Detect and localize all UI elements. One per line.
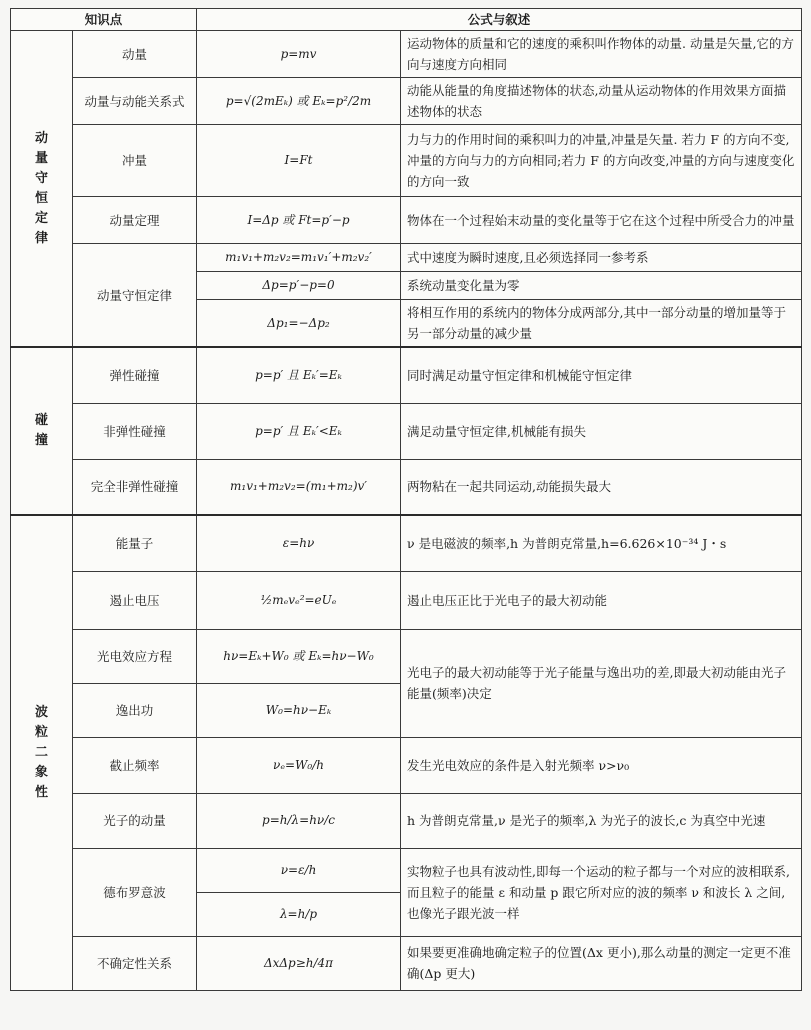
row-name: 德布罗意波 [73,848,197,936]
row-formula: Δp=p′−p=0 [197,272,401,300]
row-name: 动量守恒定律 [73,244,197,348]
row-desc: 满足动量守恒定律,机械能有损失 [401,403,802,459]
row-name: 不确定性关系 [73,936,197,990]
row-formula: ΔxΔp≥h/4π [197,936,401,990]
row-desc: 物体在一个过程始末动量的变化量等于它在这个过程中所受合力的冲量 [401,197,802,244]
table-row [11,737,802,793]
row-name: 能量子 [73,515,197,571]
row-formula: p=p′ 且 Eₖ′=Eₖ [197,347,401,403]
table-row [11,125,802,197]
row-desc: 实物粒子也具有波动性,即每一个运动的粒子都与一个对应的波相联系,而且粒子的能量 ε 和动量 p 跟它所对应的波的频率 ν 和波长 λ 之间,也像光子跟光波一样 [401,848,802,936]
row-name: 非弹性碰撞 [73,403,197,459]
table-row [11,459,802,515]
table-row [11,848,802,892]
physics-formula-table [10,8,802,991]
row-desc: 动能从能量的角度描述物体的状态,动量从运动物体的作用效果方面描述物体的状态 [401,78,802,125]
row-formula: λ=h/p [197,892,401,936]
table-row [11,571,802,629]
row-formula: p=√(2mEₖ) 或 Eₖ=p²/2m [197,78,401,125]
table-row [11,515,802,571]
knowledge-table-container [10,8,801,991]
row-name: 截止频率 [73,737,197,793]
row-desc: 光电子的最大初动能等于光子能量与逸出功的差,即最大初动能由光子能量(频率)决定 [401,629,802,737]
table-row [11,197,802,244]
row-name: 动量与动能关系式 [73,78,197,125]
row-formula: Δp₁=−Δp₂ [197,300,401,348]
row-desc: 系统动量变化量为零 [401,272,802,300]
row-name: 弹性碰撞 [73,347,197,403]
row-formula: ν=ε/h [197,848,401,892]
row-desc: h 为普朗克常量,ν 是光子的频率,λ 为光子的波长,c 为真空中光速 [401,793,802,848]
table-row [11,31,802,78]
row-formula: p=p′ 且 Eₖ′<Eₖ [197,403,401,459]
header-formula: 公式与叙述 [197,9,802,31]
row-formula: m₁v₁+m₂v₂=(m₁+m₂)v′ [197,459,401,515]
row-formula: p=h/λ=hν/c [197,793,401,848]
table-header-row [11,9,802,31]
row-formula: W₀=hν−Eₖ [197,683,401,737]
table-row [11,403,802,459]
row-desc: 同时满足动量守恒定律和机械能守恒定律 [401,347,802,403]
table-row [11,244,802,272]
row-name: 逸出功 [73,683,197,737]
row-name: 动量 [73,31,197,78]
row-formula: m₁v₁+m₂v₂=m₁v₁′+m₂v₂′ [197,244,401,272]
row-desc: 将相互作用的系统内的物体分成两部分,其中一部分动量的增加量等于另一部分动量的减少量 [401,300,802,348]
row-name: 光电效应方程 [73,629,197,683]
row-desc: 力与力的作用时间的乘积叫力的冲量,冲量是矢量. 若力 F 的方向不变,冲量的方向与力的方向相同;若力 F 的方向改变,冲量的方向与速度变化的方向一致 [401,125,802,197]
row-formula: I=Δp 或 Ft=p′−p [197,197,401,244]
row-formula: νₑ=W₀/h [197,737,401,793]
row-name: 冲量 [73,125,197,197]
header-knowledge: 知识点 [11,9,197,31]
row-name: 遏止电压 [73,571,197,629]
row-desc: 如果要更准确地确定粒子的位置(Δx 更小),那么动量的测定一定更不准确(Δp 更大) [401,936,802,990]
table-row [11,629,802,683]
row-desc: 式中速度为瞬时速度,且必须选择同一参考系 [401,244,802,272]
table-row [11,936,802,990]
table-row [11,78,802,125]
row-name: 动量定理 [73,197,197,244]
row-desc: 两物粘在一起共同运动,动能损失最大 [401,459,802,515]
row-formula: p=mv [197,31,401,78]
group-label-wave-particle: 波粒二象性 [11,515,73,990]
group-label-collision: 碰撞 [11,347,73,515]
row-formula: ½mₑvₑ²=eUₑ [197,571,401,629]
row-name: 光子的动量 [73,793,197,848]
group-label-momentum: 动量守恒定律 [11,31,73,348]
row-desc: ν 是电磁波的频率,h 为普朗克常量,h=6.626×10⁻³⁴ J・s [401,515,802,571]
row-formula: ε=hν [197,515,401,571]
row-desc: 运动物体的质量和它的速度的乘积叫作物体的动量. 动量是矢量,它的方向与速度方向相同 [401,31,802,78]
row-desc: 遏止电压正比于光电子的最大初动能 [401,571,802,629]
row-name: 完全非弹性碰撞 [73,459,197,515]
row-formula: I=Ft [197,125,401,197]
row-desc: 发生光电效应的条件是入射光频率 ν>ν₀ [401,737,802,793]
table-row [11,793,802,848]
table-row [11,347,802,403]
row-formula: hν=Eₖ+W₀ 或 Eₖ=hν−W₀ [197,629,401,683]
